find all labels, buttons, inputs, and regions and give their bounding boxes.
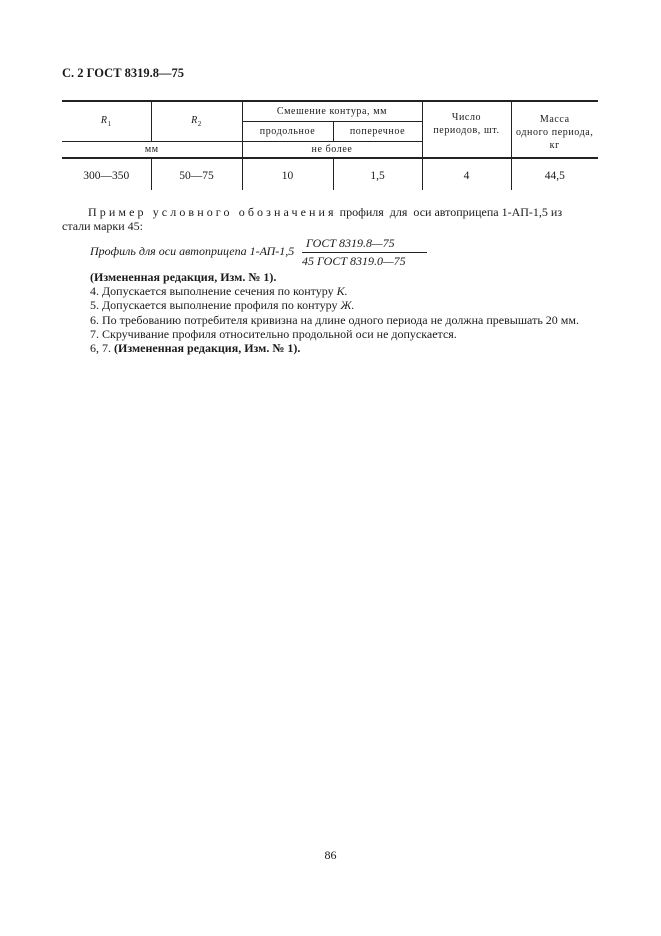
header-longitudinal: продольное bbox=[242, 121, 333, 141]
note-item-67: 6, 7. (Измененная редакция, Изм. № 1). bbox=[90, 341, 301, 356]
header-shift: Смешение контура, мм bbox=[242, 101, 422, 121]
notes-list bbox=[90, 270, 579, 355]
spec-table bbox=[62, 100, 598, 190]
header-r1: $R_1$ bbox=[62, 101, 151, 141]
formula-numerator: ГОСТ 8319.8—75 bbox=[306, 236, 395, 250]
formula-denominator: 45 ГОСТ 8319.0—75 bbox=[302, 254, 406, 268]
cell-longitudinal: 10 bbox=[242, 158, 333, 190]
note-item-5: 5. Допускается выполнение профиля по контуру Ж. bbox=[90, 298, 355, 313]
header-r2: $R_2$ bbox=[151, 101, 242, 141]
note-item-6: 6. По требованию потребителя кривизна на длине одного периода не должна превышать 20 мм. bbox=[90, 312, 579, 327]
formula-prefix: Профиль для оси автоприцепа 1-АП-1,5 bbox=[90, 244, 295, 258]
header-periods: Число периодов, шт. bbox=[422, 101, 511, 158]
fraction-bar bbox=[302, 252, 427, 253]
table-row bbox=[62, 158, 598, 190]
contour-k: К. bbox=[336, 284, 348, 299]
cell-transverse: 1,5 bbox=[333, 158, 422, 190]
page-header: С. 2 ГОСТ 8319.8—75 bbox=[62, 66, 185, 80]
example-line-1 bbox=[88, 205, 562, 220]
cell-r1: 300—350 bbox=[83, 169, 130, 182]
cell-periods: 4 bbox=[422, 158, 511, 190]
page-number: 86 bbox=[324, 848, 337, 862]
note-item-7: 7. Скручивание профиля относительно продольной оси не допускается. bbox=[90, 326, 457, 341]
revision-note-67: (Измененная редакция, Изм. № 1). bbox=[114, 341, 301, 356]
cell-mass: 44,5 bbox=[511, 158, 598, 190]
unit-mm: мм bbox=[62, 141, 242, 158]
example-spaced-label: Пример условного обозначения bbox=[88, 205, 337, 219]
header-transverse: поперечное bbox=[333, 121, 422, 141]
note-item-4: 4. Допускается выполнение сечения по контуру К. bbox=[90, 284, 348, 299]
header-mass: Масса одного периода, кг bbox=[511, 101, 598, 158]
example-line-2: стали марки 45: bbox=[62, 219, 143, 233]
example-rest: профиля для оси автоприцепа 1-АП-1,5 из bbox=[336, 205, 563, 219]
revision-note-1: (Измененная редакция, Изм. № 1). bbox=[90, 270, 277, 284]
contour-zh: Ж. bbox=[340, 298, 355, 313]
cell-r2: 50—75 bbox=[151, 158, 242, 190]
unit-not-more: не более bbox=[242, 141, 422, 158]
